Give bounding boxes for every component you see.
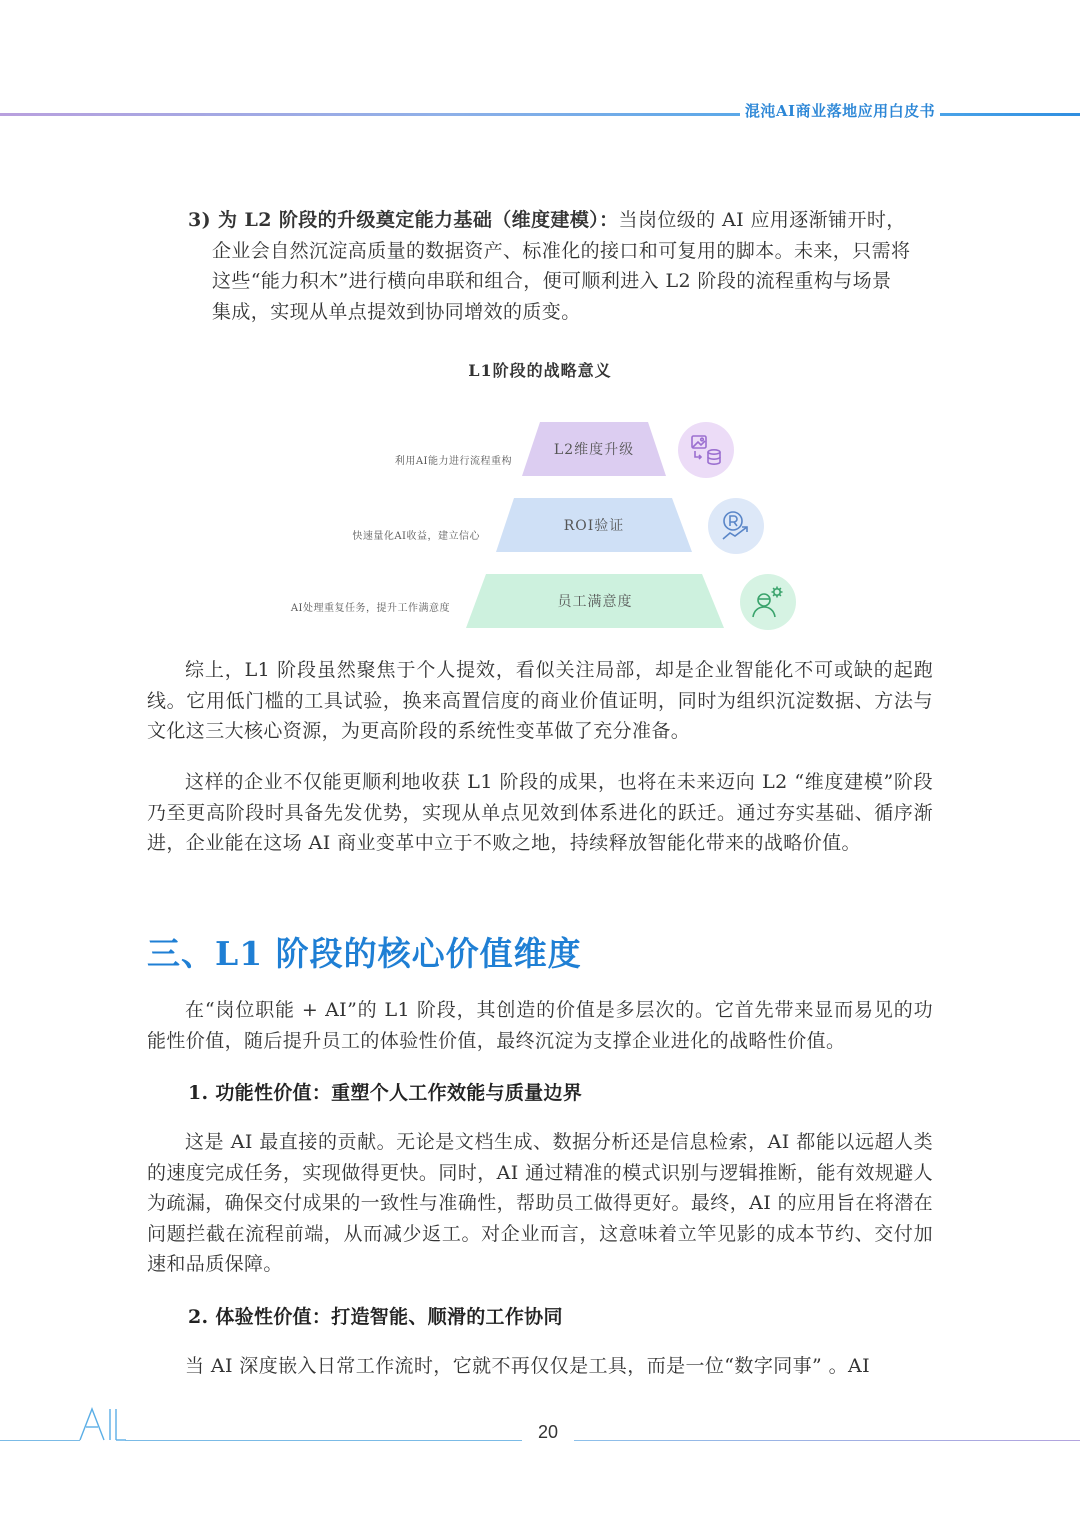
ai-logo: [78, 1405, 128, 1447]
pyramid-tier-middle-label: ROI验证: [563, 518, 625, 534]
subsection-1-body: 这是 AI 最直接的贡献。无论是文档生成、数据分析还是信息检索，AI 都能以远超人类的速度完成任务，实现做得更快。同时，AI 通过精准的模式识别与逻辑推断，能有效规避人为疏漏，确保交付成果的一致性与准确性，帮助员工做得更好。最终，AI 的应用旨在将潜在问题拦截在流程前端，从而减少返工。对企业而言，这意味着立竿见影的成本节约、交付加速和品质保障。: [147, 1131, 933, 1275]
summary-paragraph: 综上，L1 阶段虽然聚焦于个人提效，看似关注局部，却是企业智能化不可或缺的起跑线。它用低门槛的工具试验，换来高置信度的商业价值证明，同时为组织沉淀数据、方法与文化这三大核心资源，为更高阶段的系统性变革做了充分准备。: [147, 659, 933, 742]
pyramid-tier-top-desc: 利用AI能力进行流程重构: [394, 456, 512, 467]
section-intro: 在“岗位职能 + AI”的 L1 阶段，其创造的价值是多层次的。它首先带来显而易见的功能性价值，随后提升员工的体验性价值，最终沉淀为支撑企业进化的战略性价值。: [147, 999, 933, 1052]
image-database-icon: [678, 422, 734, 478]
page-number: 20: [537, 1422, 559, 1442]
footer-rule-left: [125, 1440, 522, 1441]
advantage-paragraph: 这样的企业不仅能更顺利地收获 L1 阶段的成果，也将在未来迈向 L2 “维度建模”阶段乃至更高阶段时具备先发优势，实现从单点见效到体系进化的跃迁。通过夯实基础、循序渐进，企业能在这场 AI 商业变革中立于不败之地，持续释放智能化带来的战略价值。: [147, 771, 933, 854]
subsection-1-title: 1. 功能性价值：重塑个人工作效能与质量边界: [188, 1082, 583, 1104]
roi-growth-icon: [708, 498, 764, 554]
subsection-2-title: 2. 体验性价值：打造智能、顺滑的工作协同: [188, 1306, 563, 1328]
pyramid-tier-middle-desc: 快速量化AI收益，建立信心: [352, 531, 480, 542]
footer-rule-right: [574, 1440, 1080, 1441]
subsection-2-body: 当 AI 深度嵌入日常工作流时，它就不再仅仅是工具，而是一位“数字同事” 。AI: [185, 1355, 871, 1377]
item3-lead: 3) 为 L2 阶段的升级奠定能力基础（维度建模）：: [188, 209, 619, 231]
diagram-title: L1阶段的战略意义: [468, 361, 612, 380]
item3-line-4: 集成，实现从单点提效到协同增效的质变。: [212, 300, 581, 323]
footer-rule-far-left: [0, 1440, 80, 1441]
pyramid-tier-bottom-desc: AI处理重复任务，提升工作满意度: [290, 603, 450, 614]
employee-gear-icon: [740, 574, 796, 630]
header-title: 混沌AI商业落地应用白皮书: [744, 102, 936, 120]
item3-line-text: 当岗位级的 AI 应用逐渐铺开时，: [618, 209, 906, 231]
item3-line-2: 企业会自然沉淀高质量的数据资产、标准化的接口和可复用的脚本。未来，只需将: [212, 239, 911, 262]
pyramid-tier-bottom-label: 员工满意度: [557, 594, 633, 610]
section-title: 三、L1 阶段的核心价值维度: [147, 934, 582, 973]
item3-line-3: 这些“能力积木”进行横向串联和组合，便可顺利进入 L2 阶段的流程重构与场景: [212, 270, 892, 292]
pyramid-tier-top-label: L2维度升级: [553, 442, 635, 458]
